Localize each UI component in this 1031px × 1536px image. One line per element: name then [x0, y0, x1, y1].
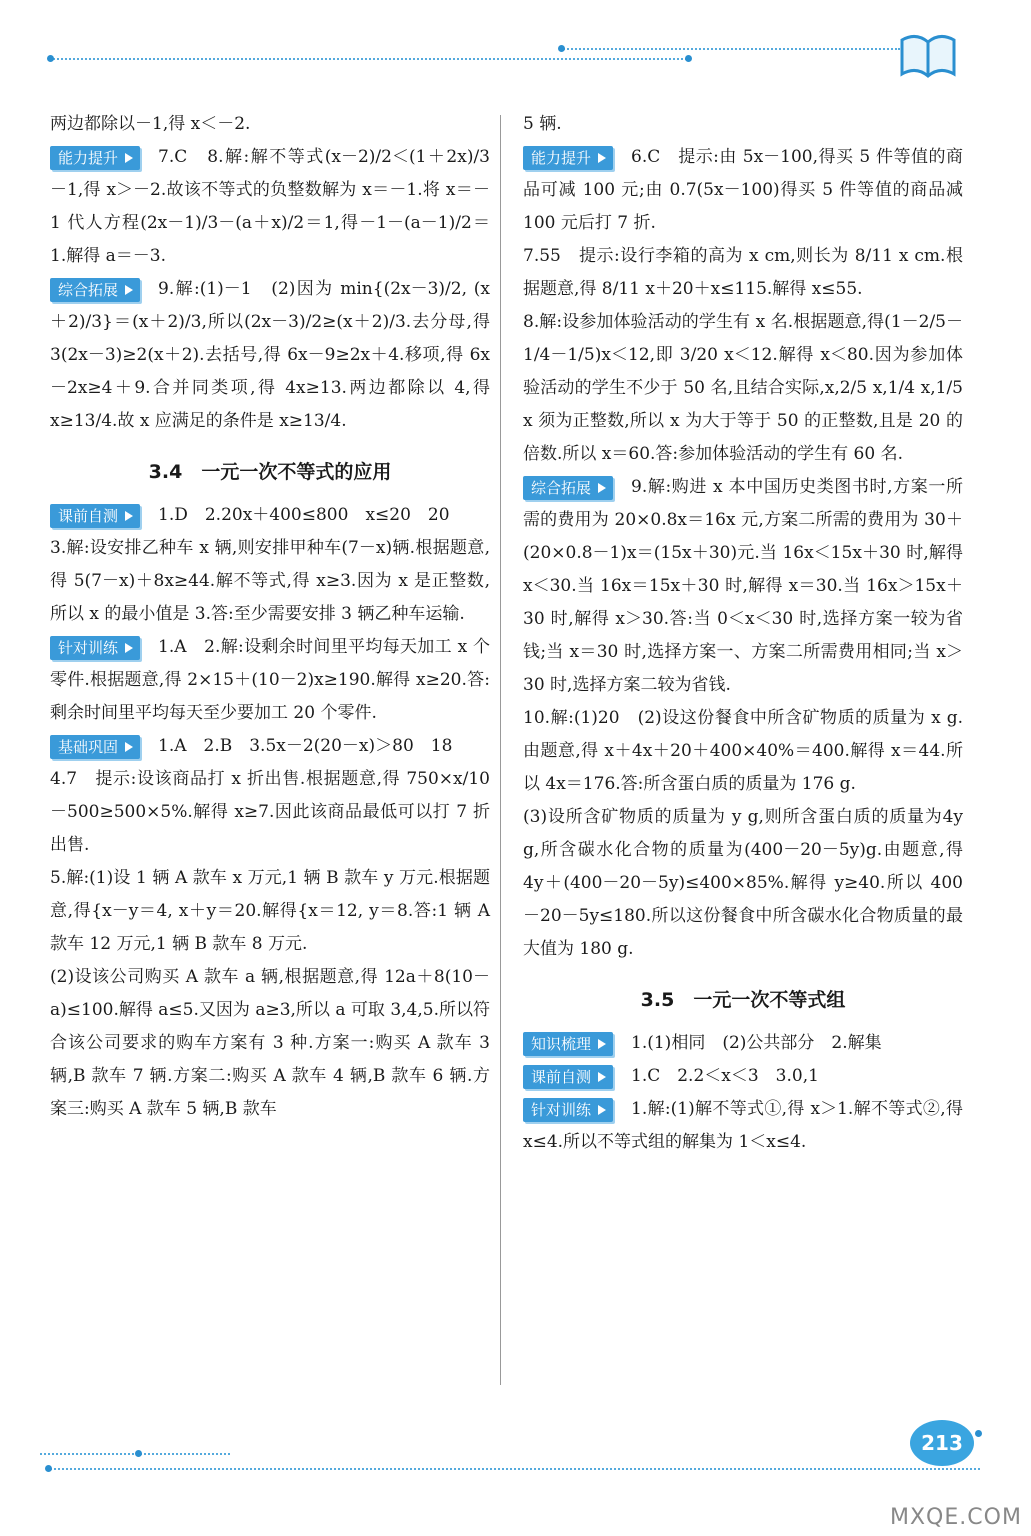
left-para-9: (2)设该公司购买 A 款车 a 辆,根据题意,得 12a＋8(10－a)≤100.解得 a≤5.又因为 a≥3,所以 a 可取 3,4,5.所以符合该公司要求的购车方案有 3 种.方案一:购买 A 款车 3 辆,B 款车 7 辆.方案二:购买 A 款车 4 辆,B 款车 6 辆.方案三:购买 A 款车 5 辆,B 款车 [50, 967, 490, 1119]
right-para-4: 9.解:购进 x 本中国历史类图书时,方案一所需的费用为 20×0.8x＝16x 元,方案二所需的费用为 30＋(20×0.8－1)x＝(15x＋30)元.当 16x＜15x＋30 时,解得 x＜30.当 16x＝15x＋30 时,解得 x＝30.当 16x＞15x＋30 时,解得 x＞30.答:当 0＜x＜30 时,选择方案一较为省钱;当 x＝30 时,选择方案一、方案二所需费用相同;当 x＞30 时,选择方案二较为省钱. [523, 477, 963, 695]
section-title-3-4: 3.4 一元一次不等式的应用 [148, 461, 392, 483]
left-para-1: 7.C 8.解:解不等式(x－2)/2＜(1＋2x)/3－1,得 x＞－2.故该不等式的负整数解为 x＝－1.将 x＝－1 代人方程(2x－1)/3－(a＋x)/2＝1,得－1－(a－1)/2＝1.解得 a＝－3. [50, 147, 490, 266]
tag-ability: 能力提升 [523, 146, 613, 170]
decor-dot [975, 1430, 982, 1437]
left-para-6: 1.A 2.B 3.5x－2(20－x)＞80 18 [158, 736, 453, 756]
tag-targeted: 针对训练 [523, 1098, 613, 1122]
right-para-7: 1.(1)相同 (2)公共部分 2.解集 [631, 1033, 882, 1053]
left-block-1 [50, 141, 490, 273]
decor-dot [685, 55, 692, 62]
left-block-3 [50, 499, 490, 532]
tag-knowledge: 知识梳理 [523, 1032, 613, 1056]
tag-comprehensive: 综合拓展 [523, 476, 613, 500]
right-column [523, 108, 963, 1159]
tag-comprehensive: 综合拓展 [50, 278, 140, 302]
top-dotted-line-2 [560, 48, 900, 50]
right-para-1: 6.C 提示:由 5x－100,得买 5 件等值的商品可减 100 元;由 0.7(5x－100)得买 5 件等值的商品减 100 元后打 7 折. [523, 147, 963, 233]
right-para-6: (3)设所含矿物质的质量为 y g,则所含蛋白质的质量为4y g,所含碳水化合物的质量为(400－20－5y)g.由题意,得 4y＋(400－20－5y)≤400×85%.解得 y≥40.所以 400－20－5y≤180.所以这份餐食中所含碳水化合物质量的最大值为 180 g. [523, 807, 963, 959]
decor-dot [558, 45, 565, 52]
page-number: 213 [910, 1420, 974, 1466]
right-para-0: 5 辆. [523, 114, 562, 134]
tag-pretest: 课前自测 [523, 1065, 613, 1089]
left-para-4: 3.解:设安排乙种车 x 辆,则安排甲种车(7－x)辆.根据题意,得 5(7－x)＋8x≥44.解不等式,得 x≥3.因为 x 是正整数,所以 x 的最小值是 3.答:至少需要安排 3 辆乙种车运输. [50, 538, 490, 624]
left-para-8: 5.解:(1)设 1 辆 A 款车 x 万元,1 辆 B 款车 y 万元.根据题意,得{x－y＝4, x＋y＝20.解得{x＝12, y＝8.答:1 辆 A 款车 12 万元,1 辆 B 款车 8 万元. [50, 868, 490, 954]
decor-dot [45, 1465, 52, 1472]
left-para-0: 两边都除以－1,得 x＜－2. [50, 114, 251, 134]
right-block-3 [523, 1027, 963, 1060]
left-para-2: 9.解:(1)－1 (2)因为 min{(2x－3)/2, (x＋2)/3}＝(x＋2)/3,所以(2x－3)/2≥(x＋2)/3.去分母,得 3(2x－3)≥2(x＋2).去括号,得 6x－9≥2x＋4.移项,得 6x－2x≥4＋9.合并同类项,得 4x≥13.两边都除以 4,得 x≥13/4.故 x 应满足的条件是 x≥13/4. [50, 279, 490, 431]
left-block-4 [50, 631, 490, 730]
tag-foundation: 基础巩固 [50, 735, 140, 759]
right-block-2 [523, 471, 963, 702]
tag-pretest: 课前自测 [50, 504, 140, 528]
right-para-2: 7.55 提示:设行李箱的高为 x cm,则长为 8/11 x cm.根据题意,得 8/11 x＋20＋x≤115.解得 x≤55. [523, 246, 963, 299]
section-title-3-5: 3.5 一元一次不等式组 [640, 989, 846, 1011]
right-para-9: 1.解:(1)解不等式①,得 x＞1.解不等式②,得 x≤4.所以不等式组的解集为 1＜x≤4. [523, 1099, 963, 1152]
left-para-7: 4.7 提示:设该商品打 x 折出售.根据题意,得 750×x/10－500≥500×5%.解得 x≥7.因此该商品最低可以打 7 折出售. [50, 769, 490, 855]
right-para-3: 8.解:设参加体验活动的学生有 x 名.根据题意,得(1－2/5－1/4－1/5)x＜12,即 3/20 x＜12.解得 x＜80.因为参加体验活动的学生不少于 50 名,且结合实际,x,2/5 x,1/4 x,1/5 x 须为正整数,所以 x 为大于等于 50 的正整数,且是 20 的倍数.所以 x＝60.答:参加体验活动的学生有 60 名. [523, 312, 963, 464]
left-para-5: 1.A 2.解:设剩余时间里平均每天加工 x 个零件.根据题意,得 2×15＋(10－2)x≥190.解得 x≥20.答:剩余时间里平均每天至少要加工 20 个零件. [50, 637, 490, 723]
top-dotted-line [50, 58, 690, 60]
right-block-4 [523, 1060, 963, 1093]
left-block-5 [50, 730, 490, 763]
right-block-5 [523, 1093, 963, 1159]
right-block-1 [523, 141, 963, 240]
column-divider [500, 115, 501, 1385]
right-para-5: 10.解:(1)20 (2)设这份餐食中所含矿物质的质量为 x g.由题意,得 x＋4x＋20＋400×40%＝400.解得 x＝44.所以 4x＝176.答:所含蛋白质的质量为 176 g. [523, 708, 963, 794]
right-para-8: 1.C 2.2＜x＜3 3.0,1 [631, 1066, 819, 1086]
left-para-3: 1.D 2.20x＋400≤800 x≤20 20 [158, 505, 450, 525]
bottom-dotted-line [50, 1468, 980, 1470]
left-block-2 [50, 273, 490, 438]
book-icon [898, 30, 958, 80]
tag-ability: 能力提升 [50, 146, 140, 170]
watermark: MXQE.COM [890, 1505, 1022, 1530]
tag-targeted: 针对训练 [50, 636, 140, 660]
decor-dot [135, 1450, 142, 1457]
left-column [50, 108, 490, 1126]
decor-dot [47, 55, 54, 62]
